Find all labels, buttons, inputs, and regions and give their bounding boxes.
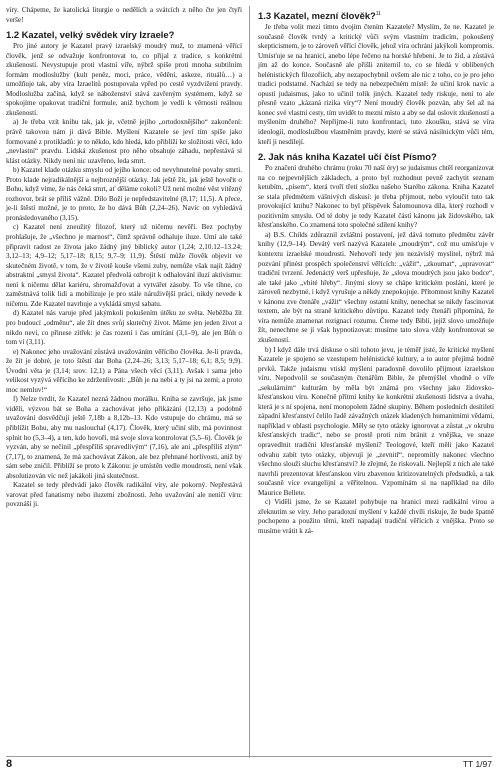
section-heading: 1.2 Kazatel, velký svědek víry Izraele? — [6, 29, 175, 41]
paragraph: f) Nelze tvrdit, že Kazatel nezná žádnou morálku. Kniha se završuje, jak jsme viděli, výzvou bát se Boha a zachovávat jeho přikázání (12,13) a podobně uvažování dosvědčují ještě 7,18b a 8,12b–13. Kdo vstupuje do chrámu, má se přiblížit Bohu, aby mu naslouchal (4,17). Člověk, který učiní slib, má povinnost splnit ho (5,3–4), a ten, kdo hovoří, má svoje slova kontrolovat (5,5–6). Člověk je vyzván, aby se nečinil „přespříliš spravedlivým“ (7,16), ale ani „přespříliš zlým“ (7,17), to znamená, že má zachovávat Zákon, ale bez přehnané horlivosti, aniž by sám sebe zničil. Přiblíží se proto k Zákonu: je umístěn vedle moudrosti, není však absolutizován víc než jakákoli jiná skutečnost. — [6, 395, 242, 480]
paragraph: Kazatel se tedy předvádí jako člověk radikální víry, ale pokorný. Nepřestává varovat před fanatismy nebo iluzemi zbožnosti. Jeho uvažování ale neničí víru: povznáší ji. — [6, 481, 242, 509]
paragraph: Pro jiné autory je Kazatel pravý izraelský moudrý muž, to znamená věřící člověk, jenž se odvažuje konfrontovat to, co přijal z tradice, s konkrétní zkušeností. Nevystupuje proti vlastní víře, nýbrž spíše proti mnoha subtilním formám modloslužby (kult peněz, moci, práce, vědění, askeze, rituálů…) a umožňuje tak, aby víra Izraelitů postupovala vpřed po cestě vyzdvižení pravdy. Modloslužba začíná, když se náboženství stává zavřeným systémem, když se spokojíme opakovat tradiční formule, aniž bychom je vedli k věrnosti reálnou zkušeností. — [6, 42, 242, 117]
paragraph: a) Je třeba vzít knihu tak, jak je, včetně jejího „ortodoxnějšího“ zakončení: právě takovou nám ji dává Bible. Myšlení Kazatele se jeví tím spíše jako formované z protikladů: je to někdo, kdo hledá, kdo přiblíží ke složitosti věcí, kdo „nevlastní“ pravdu. Lidská zkušenost pro něho obsahuje záhadu, nepřestává si klást otázky. Nikdy není nic uzavřeno, leda smrt. — [6, 118, 242, 165]
footer-rule — [6, 756, 492, 757]
page-footer — [0, 756, 500, 774]
paragraph: c) Kazatel není zneužitý filozof, který už ničemu nevěří. Bez pochyby prohlašuje, že „všechno je marnost“, čímž správně odhaluje iluze. Umí ale také připravit radost ze života jako žádný jiný biblický autor (1,24; 2,10.12–13.24; 3,12–13; 4,9–12; 5,17–18; 8,15; 9,7–9; 11,9). Štěstí může člověk objevit ve skutečném životě, v tom, že v životě kouše všemi zuby, nemůže však najít žádný abstraktní „smysl života“. Kazatel předvolá ozbrojit k odhalování iluzí aktivismu: není k ničemu dělat kariéru, shromažďovat a vytvářet zásoby. To vše tíhne, co zaměstnává tolik lidí a mobilizuje je pro stále náruživější práci, nikdy nevede k ničemu. Zde Kazatel navrhuje a vykládá smysl sabatu. — [6, 223, 242, 308]
paragraph: e) Nakonec jeho uvažování zůstává uvažováním věřícího člověka. Je-li pravda, že žít je dobré, je toto štěstí dar Boha (2,24–26; 3,13; 5,17–18; 6,1; 8,5; 9,9). Úvodní věta je (3,14; srov. 12,1) a Pána všech věcí (3,11). Avšak i sama jeho velikost vyzývá věřícího ke zdrženlivosti: „Bůh je na nebi a ty jsi na zemi; a proto moc nemluv!“ — [6, 347, 242, 394]
paragraph: c) Viděli jsme, že se Kazatel pohybuje na hranici mezi radikální vírou a zřeknutím se víry. Jeho paradoxní myšlení v každé chvíli riskuje, že bude špatně pochopeno a použito těmi, kteří napadají tradiční věřících z vnějška. Proto se musíme vrátit k zá- — [258, 498, 494, 535]
left-column — [6, 6, 242, 510]
heading-text: 1.3 Kazatel, mezní člověk? — [258, 10, 376, 21]
column-divider — [249, 6, 250, 758]
footnote-ref: 11 — [375, 10, 381, 17]
paragraph: b) Kazatel klade otázku smyslu od jejího konce: od nevyhnutelné povahy smrti. Proto klade nejradikálnější a nejbroznější otázky. Jak ještě žít, jak ještě hovořit o Bohu, když víme, že nás čeká smrt, ať děláme cokoli? Už není možné věst vítězný rozhovor, brát se příliš vážně. Dílo Boží je nepředstavitelné (8,17; 11,5). A přece, je-li štěstí možné, je to proto, že ho dává Bůh (2,24–26). Navíc on vyhledává pronásledovaného (3,15). — [6, 166, 242, 222]
section-heading: 2. Jak nás kniha Kazatel učí číst Písmo? — [258, 151, 437, 163]
section-heading — [258, 10, 494, 21]
journal-issue: TT 1/97 — [462, 759, 492, 769]
paragraph: Je třeba volit mezi tímto dvojím čtením Kazatele? Myslím, že ne. Kazatel je současně člověk tvrdý a kritický vůči svým vlastním tradicím, pokoušený skepticismem, je to zároveň věřící člověk, jehož víra ochrání jakýkoli kompromis. Umísťuje se na hranici, anebo lépe řečeno na horské hřebeni. Je to žid, a zůstává jím až do konce. Současně ale přišli zniternil to, co se hledá v oblíbených helénistických filozofiích, aby nezapochybnil ovšem ale nic z toho, co je pro jeho tradici podstatné. Nachází se tedy na nebezpečném místě: že učiní krok navíc a opustí judaismus, jako to učinil tolik jiných. Kazatel tedy riskuje, není to ale přesně vzato „kázaná rizika víry“? Není moudrý člověk pozván, aby šel až na konec své vlastní cesty, tím uvidět to mezní místo a aby se dal oslovit zkušeností a myšlením druhého? Nepřijme-li tuto konfrontaci, tuto zkoušku, stává se víra ideologií, modloslužbou vlastněním pravdy, které se stává násilnickým vůči tém, kteří ji nesdílejí. — [258, 23, 494, 146]
paragraph: víry. Chápeme, že katolická liturgie o nedělích a svátcích z něho čte jen čtyři verše! — [6, 6, 242, 24]
right-column — [258, 6, 494, 536]
paragraph: d) Kazatel nás varuje před jakýmkoli pokušením útěku ze světa. Neběžba žít pro budoucí „odměnu“, ale žít dnes svůj skutečný život. Máme jen jeden život a nikdo neví, co přinese zítřek: je čas rození i čas umírání (3,1–9), ale jen Bůh o tom ví (3,11). — [6, 309, 242, 347]
paragraph: Po značení druhého chrámu (roku 70 naší éry) se judaismus chtěl reorganizovat na co nejpevnějších základech, a proto byl rozhodnut pevně zachytit seznam ketubím, „písem“, která tvoří třetí složku našeho Starého zákona. Kniha Kazatel se stala předmětem vášnivých diskusí: je třeba přijmout, nebo vyloučit tuto tak provokující knihu? Nakonec to byl příspěvek Šalomounova díla, který rozhodl v pozitivním smyslu. Od té doby je tedy Kazatel částí kánonu jak židovského, tak křesťanského. Co znamená toto společné sdílení knihy? — [258, 164, 494, 230]
paragraph: b) I když dále trvá diskuse o síti tohoto jevu, je téměř jisté, že kritické myšlení Kazatele je spojeno se vzestupem helénistické kultury, a to autor přejímá hodně prvků. Takže judaismu vtiskl myšlení paradoxně dovolilo přijmout izraelskou víru. Nepodvolil se současným čtenářům Bible, že přemýšlel vhodně o víře „sekulárním“ kulturám by měla být známá pro všechny jako židovsko-křesťanskou víru. Konečně přítmí knihy ke konkrétní zkušenosti lidstva a úvaha, která je s ní spojena, není monopolem žádné skupiny. Během posledních desítiletí západní křesťanství čelilo řadě závažných otázek kladených humanitními vědami, například v oblasti psychologie. Měly se tyto otázky ignorovat a zůstat „v okruhu křesťanských tradic“, nebo se prostě proti nim bránit z vnějška, ve snaze opravedlnit tradiční křesťanské myšlení? Teologové, kteří měli jako Kazatel odvahu zabít tyto otázky, objevují je „zevnitř“, nepromítly nakonec všechno všechno slouží sluchu křesťanství? Je zřejmé, že riskovali. Nejlepší z nich ale také navrhli prezentovat křesťanskou víru zbavenou kritizovatelných předsudků, a tak současně více evangelijní a věřitelnou. Vzpomínám si na například na dílo Maurice Bellete. — [258, 345, 494, 497]
page-number: 8 — [6, 758, 13, 770]
paragraph: a) B.S. Childs zdůraznil zvláštní postavení, jež dává tomuto předmětu závěr knihy (12,9–14). Devátý verš nazývá Kazatele „moudrým“, což mu umísťuje v kontextu izraelské moudrosti. Nehovoří tedy jen nezávislý myslitel, nýbrž má pozvání přinést prospěch společenství věřících: „vážit“, „zkoumat“, „upravovat“ tradiční tvrzení. Jedenáctý verš upřesňuje, že „slova moudrých jsou jako bodce“, ale také jako „vbité hřeby“. Jinými slovy se chápe kritickém poslání, které je zároveň nezbytné, i když vyrušuje a někdy znepokojuje. Přítomnost knihy Kazatel v kánonu zve čtenáře „vážit“ všechny ostatní knihy, nenechat se nikdy fascinovat textem, ale být na straně kritického důvtipu. Kazatel tedy čtenáři připomíná, že víra nemůže znamenat rezignaci rozumu. Čteme tedy Bibli, jejíž slovo umožňuje žít, nenechme se jí však hypnotizovat: musíme tato slova vždy konfrontovat se zkušeností. — [258, 230, 494, 344]
